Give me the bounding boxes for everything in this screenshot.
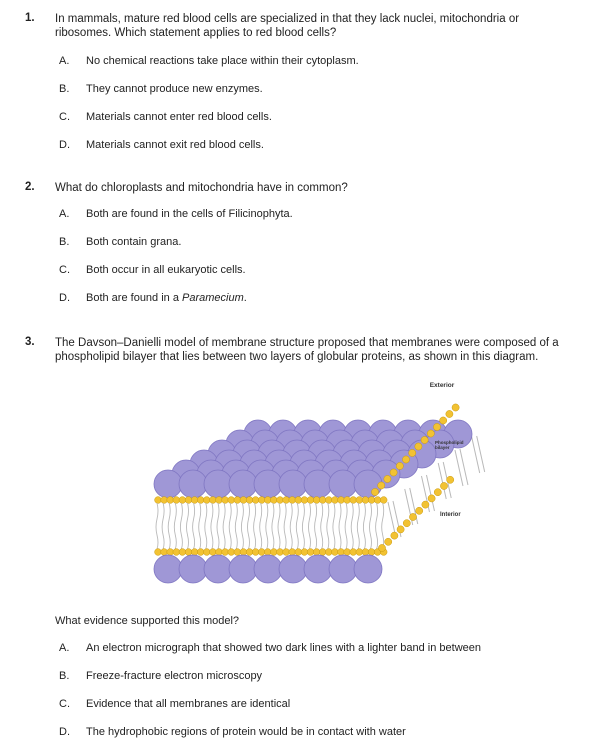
phospholipid-head	[173, 497, 180, 504]
option-letter: C.	[59, 698, 70, 710]
lipid-tail	[309, 503, 311, 549]
lipid-tail	[235, 503, 237, 549]
globular-protein	[154, 555, 182, 583]
phospholipid-head	[155, 549, 162, 556]
phospholipid-head	[216, 549, 223, 556]
phospholipid-head	[362, 549, 369, 556]
lipid-tail	[193, 503, 195, 549]
globular-protein	[254, 470, 282, 498]
phospholipid-head	[246, 549, 253, 556]
phospholipid-head	[440, 482, 447, 489]
phospholipid-head	[264, 497, 271, 504]
phospholipid-head	[277, 497, 284, 504]
phospholipid-head	[277, 549, 284, 556]
phospholipid-head	[356, 549, 363, 556]
label-phospholipid-line-1: Phospholipid	[435, 440, 464, 445]
question-number: 3.	[25, 336, 35, 348]
option-3d[interactable]	[0, 726, 598, 740]
lipid-tail	[370, 503, 372, 549]
phospholipid-head	[440, 417, 447, 424]
phospholipid-head	[447, 476, 454, 483]
lipid-tail	[315, 503, 317, 549]
phospholipid-head	[258, 549, 265, 556]
lipid-tail	[254, 503, 256, 549]
option-1c[interactable]	[0, 111, 598, 125]
globular-protein	[204, 470, 232, 498]
option-letter: C.	[59, 111, 70, 123]
phospholipid-head	[283, 497, 290, 504]
phospholipid-head	[210, 549, 217, 556]
phospholipid-head	[228, 497, 235, 504]
phospholipid-head	[325, 549, 332, 556]
phospholipid-head	[319, 497, 326, 504]
lipid-tail	[260, 503, 262, 549]
phospholipid-head	[252, 549, 259, 556]
option-3b[interactable]	[0, 670, 598, 684]
option-text	[86, 292, 247, 304]
phospholipid-head	[433, 423, 440, 430]
phospholipid-head	[179, 549, 186, 556]
phospholipid-head	[246, 497, 253, 504]
phospholipid-head	[185, 549, 192, 556]
lipid-tail	[199, 503, 201, 549]
phospholipid-head	[167, 549, 174, 556]
phospholipid-head	[173, 549, 180, 556]
lipid-tail	[351, 503, 353, 549]
lipid-tail	[321, 503, 323, 549]
option-text: They cannot produce new enzymes.	[86, 83, 263, 95]
globular-protein	[254, 555, 282, 583]
globular-protein	[179, 555, 207, 583]
phospholipid-head	[402, 456, 409, 463]
lipid-tail	[290, 503, 292, 549]
option-1a[interactable]	[0, 55, 598, 69]
option-text: Both occur in all eukaryotic cells.	[86, 264, 246, 276]
globular-protein	[279, 555, 307, 583]
phospholipid-head	[155, 497, 162, 504]
lipid-tail	[156, 503, 158, 549]
lipid-tail	[302, 503, 304, 549]
phospholipid-head	[283, 549, 290, 556]
phospholipid-head	[416, 507, 423, 514]
globular-protein	[329, 470, 357, 498]
phospholipid-head	[344, 497, 351, 504]
phospholipid-head	[390, 469, 397, 476]
phospholipid-head	[271, 549, 278, 556]
label-phospholipid-line-2: bilayer	[435, 445, 450, 450]
phospholipid-head	[452, 404, 459, 411]
phospholipid-head	[362, 497, 369, 504]
option-text: Both contain grana.	[86, 236, 182, 248]
question-number: 2.	[25, 181, 35, 193]
phospholipid-head	[234, 549, 241, 556]
phospholipid-head	[179, 497, 186, 504]
phospholipid-head	[368, 497, 375, 504]
phospholipid-head	[191, 497, 198, 504]
phospholipid-head	[197, 549, 204, 556]
option-text: Materials cannot enter red blood cells.	[86, 111, 272, 123]
phospholipid-head	[240, 497, 247, 504]
option-1d[interactable]	[0, 139, 598, 153]
globular-protein	[204, 555, 232, 583]
lipid-tail	[363, 503, 365, 549]
phospholipid-head	[185, 497, 192, 504]
phospholipid-head	[409, 449, 416, 456]
option-letter: A.	[59, 55, 70, 67]
lipid-tail	[333, 503, 335, 549]
phospholipid-head	[161, 497, 168, 504]
phospholipid-head	[338, 549, 345, 556]
option-letter: B.	[59, 236, 70, 248]
phospholipid-head	[374, 497, 381, 504]
phospholipid-head	[191, 549, 198, 556]
phospholipid-head	[427, 430, 434, 437]
lipid-tail	[296, 503, 298, 549]
option-letter: A.	[59, 208, 70, 220]
option-letter: D.	[59, 726, 70, 738]
globular-protein	[229, 470, 257, 498]
option-3a[interactable]	[0, 642, 598, 656]
lipid-tail	[272, 503, 274, 549]
phospholipid-head	[234, 497, 241, 504]
phospholipid-head	[422, 501, 429, 508]
phospholipid-head	[307, 497, 314, 504]
lipid-tail	[357, 503, 359, 549]
option-letter: B.	[59, 83, 70, 95]
lipid-tail	[248, 503, 250, 549]
lipid-tail	[168, 503, 170, 549]
phospholipid-head	[350, 549, 357, 556]
phospholipid-head	[210, 497, 217, 504]
phospholipid-head	[391, 532, 398, 539]
phospholipid-head	[384, 475, 391, 482]
phospholipid-head	[434, 489, 441, 496]
phospholipid-head	[415, 443, 422, 450]
option-text-prefix: Both are found in a	[86, 292, 183, 304]
option-text: An electron micrograph that showed two dark lines with a lighter band in between	[86, 642, 482, 654]
phospholipid-head	[222, 497, 229, 504]
question-stem: The Davson–Danielli model of membrane structure proposed that membranes were composed of a phospholipid bilayer that lies between two layers of globular proteins, as shown in this diagram.	[55, 337, 559, 363]
globular-protein	[279, 470, 307, 498]
phospholipid-head	[338, 497, 345, 504]
phospholipid-head	[228, 549, 235, 556]
phospholipid-head	[378, 544, 385, 551]
phospholipid-head	[271, 497, 278, 504]
phospholipid-head	[301, 497, 308, 504]
lipid-tail	[382, 503, 384, 549]
question-stem: What do chloroplasts and mitochondria have in common?	[55, 182, 348, 194]
lipid-tail	[327, 503, 329, 549]
phospholipid-head	[307, 549, 314, 556]
option-letter: D.	[59, 139, 70, 151]
phospholipid-head	[396, 462, 403, 469]
globular-protein	[229, 555, 257, 583]
phospholipid-head	[295, 549, 302, 556]
lipid-tail	[180, 503, 182, 549]
lipid-tail	[266, 503, 268, 549]
phospholipid-head	[222, 549, 229, 556]
lipid-tail	[217, 503, 219, 549]
option-2b[interactable]	[0, 236, 598, 250]
phospholipid-head	[258, 497, 265, 504]
phospholipid-head	[385, 538, 392, 545]
question-prompt: What evidence supported this model?	[55, 615, 240, 627]
lipid-tail	[345, 503, 347, 549]
option-letter: B.	[59, 670, 70, 682]
option-letter: D.	[59, 292, 70, 304]
option-text: Evidence that all membranes are identical	[86, 698, 291, 710]
phospholipid-head	[428, 495, 435, 502]
option-text: The hydrophobic regions of protein would be in contact with water	[86, 726, 406, 738]
option-2d[interactable]	[0, 292, 598, 306]
option-text: Materials cannot exit red blood cells.	[86, 139, 264, 151]
question-stem: In mammals, mature red blood cells are specialized in that they lack nuclei, mitochondria or ribosomes. Which statement applies to red blood cells?	[55, 13, 520, 39]
phospholipid-head	[264, 549, 271, 556]
phospholipid-head	[203, 549, 210, 556]
lipid-tail	[376, 503, 378, 549]
phospholipid-head	[397, 526, 404, 533]
phospholipid-head	[289, 549, 296, 556]
phospholipid-head	[301, 549, 308, 556]
globular-protein	[179, 470, 207, 498]
phospholipid-head	[197, 497, 204, 504]
label-interior: Interior	[440, 512, 461, 518]
phospholipid-head	[356, 497, 363, 504]
option-text: Both are found in the cells of Filicinophyta.	[86, 208, 293, 220]
globular-protein	[354, 555, 382, 583]
option-text: Freeze-fracture electron microscopy	[86, 670, 263, 682]
lipid-tail	[162, 503, 164, 549]
option-2c[interactable]	[0, 264, 598, 278]
lipid-tail	[229, 503, 231, 549]
question-number: 1.	[25, 12, 35, 24]
phospholipid-head	[378, 482, 385, 489]
lipid-tail	[174, 503, 176, 549]
phospholipid-head	[319, 549, 326, 556]
phospholipid-head	[350, 497, 357, 504]
phospholipid-head	[409, 513, 416, 520]
lipid-tail	[278, 503, 280, 549]
label-exterior: Exterior	[429, 382, 455, 389]
globular-protein	[304, 555, 332, 583]
phospholipid-head	[289, 497, 296, 504]
option-text-italic: Paramecium	[182, 292, 244, 304]
lipid-tail	[187, 503, 189, 549]
phospholipid-head	[295, 497, 302, 504]
lipid-tail	[211, 503, 213, 549]
phospholipid-head	[161, 549, 168, 556]
diagram-layers	[154, 404, 485, 583]
phospholipid-head	[167, 497, 174, 504]
phospholipid-head	[216, 497, 223, 504]
option-letter: A.	[59, 642, 70, 654]
phospholipid-head	[240, 549, 247, 556]
option-letter: C.	[59, 264, 70, 276]
lipid-tail	[339, 503, 341, 549]
phospholipid-head	[403, 520, 410, 527]
phospholipid-head	[368, 549, 375, 556]
globular-protein	[154, 470, 182, 498]
option-text-suffix: .	[243, 292, 247, 304]
lipid-tail	[284, 503, 286, 549]
lipid-tail	[223, 503, 225, 549]
phospholipid-head	[313, 497, 320, 504]
globular-protein	[304, 470, 332, 498]
option-1b[interactable]	[0, 83, 598, 97]
phospholipid-head	[421, 436, 428, 443]
lipid-tail	[241, 503, 243, 549]
phospholipid-head	[332, 549, 339, 556]
phospholipid-head	[344, 549, 351, 556]
option-2a[interactable]	[0, 208, 598, 222]
phospholipid-head	[252, 497, 259, 504]
phospholipid-head	[446, 410, 453, 417]
membrane-diagram	[150, 372, 490, 594]
phospholipid-head	[203, 497, 210, 504]
option-3c[interactable]	[0, 698, 598, 712]
phospholipid-head	[380, 497, 387, 504]
phospholipid-head	[371, 488, 378, 495]
phospholipid-head	[313, 549, 320, 556]
phospholipid-head	[325, 497, 332, 504]
phospholipid-head	[332, 497, 339, 504]
option-text: No chemical reactions take place within their cytoplasm.	[86, 55, 359, 67]
globular-protein	[329, 555, 357, 583]
lipid-tail	[205, 503, 207, 549]
